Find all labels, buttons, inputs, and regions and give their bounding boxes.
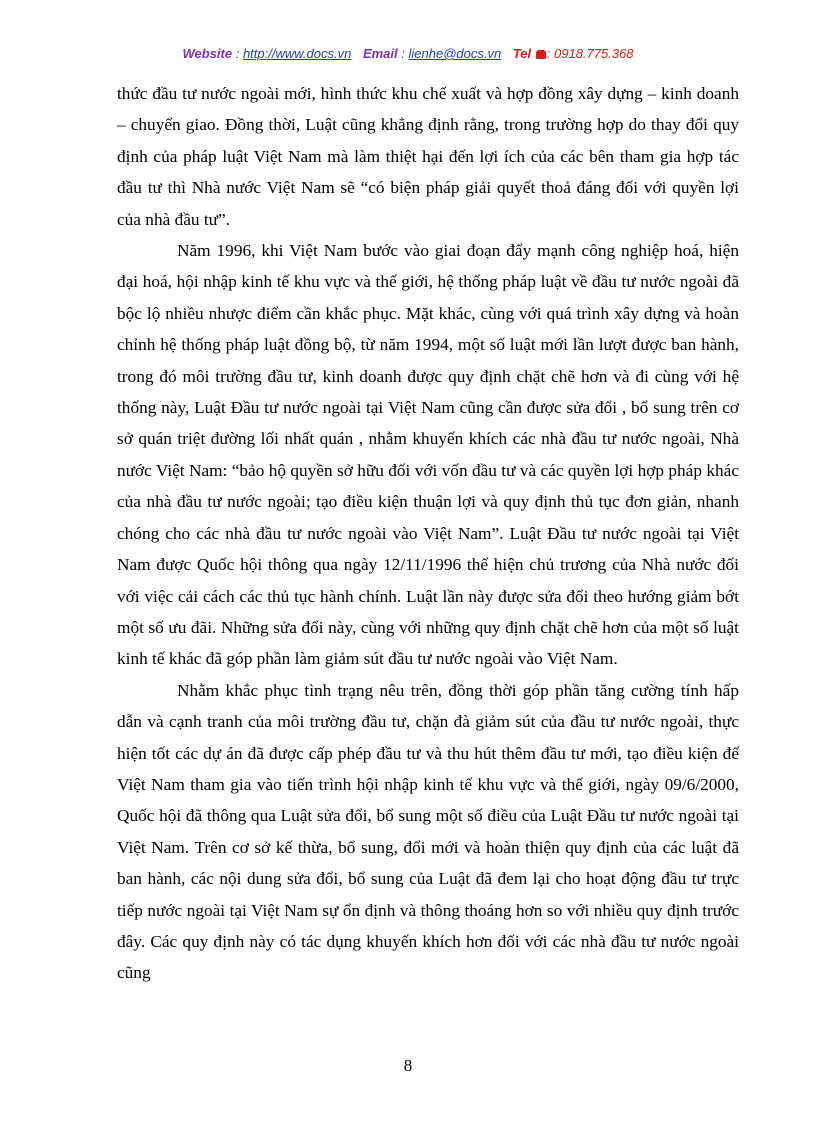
tel-label: Tel [512, 46, 532, 61]
website-separator: : [235, 46, 240, 61]
email-separator: : [401, 46, 405, 61]
paragraph-3: Nhằm khắc phục tình trạng nêu trên, đồng thời góp phần tăng cường tính hấp dẫn và cạnh tranh của môi trường đầu tư, chặn đà giảm sút của đầu tư nước ngoài, thực hiện tốt các dự án đã được cấp phép đầu tư và thu hút thêm đầu tư mới, tạo điều kiện để Việt Nam tham gia vào tiến trình hội nhập kinh tế khu vực và thế giới, ngày 09/6/2000, Quốc hội đã thông qua Luật sửa đổi, bổ sung một số điều của Luật Đầu tư nước ngoài tại Việt Nam. Trên cơ sở kế thừa, bổ sung, đổi mới và hoàn thiện quy định của các luật đã ban hành, các nội dung sửa đổi, bổ sung của Luật đã đem lại cho hoạt động đầu tư trực tiếp nước ngoài tại Việt Nam sự ổn định và thông thoáng hơn so với nhiều quy định trước đây. Các quy định này có tác dụng khuyến khích hơn đối với các nhà đầu tư nước ngoài cũng [117, 680, 739, 983]
website-label: Website [182, 46, 233, 61]
tel-number: : 0918.775.368 [546, 46, 634, 61]
paragraph-2: Năm 1996, khi Việt Nam bước vào giai đoạn đẩy mạnh công nghiệp hoá, hiện đại hoá, hội nhập kinh tế khu vực và thế giới, hệ thống pháp luật về đầu tư nước ngoài đã bộc lộ nhiều nhược điểm cần khắc phục. Mặt khác, cùng với quá trình xây dựng và hoàn chỉnh hệ thống pháp luật đồng bộ, từ năm 1994, một số luật mới lần lượt được ban hành, trong đó môi trường đầu tư, kinh doanh được quy định chặt chẽ hơn và đi cùng với hệ thống này, Luật Đầu tư nước ngoài tại Việt Nam cũng cần được sửa đổi , bổ sung trên cơ sở quán triệt đường lối nhất quán , nhằm khuyến khích các nhà đầu tư nước ngoài, Nhà nước Việt Nam: “bảo hộ quyền sở hữu đối với vốn đầu tư và các quyền lợi hợp pháp khác của nhà đầu tư nước ngoài; tạo điều kiện thuận lợi và quy định thủ tục đơn giản, nhanh chóng cho các nhà đầu tư nước ngoài vào Việt Nam”. Luật Đầu tư nước ngoài tại Việt Nam được Quốc hội thông qua ngày 12/11/1996 thể hiện chủ trương của Nhà nước đối với việc cải cách các thủ tục hành chính. Luật lần này được sửa đổi theo hướng giảm bớt một số ưu đãi. Những sửa đổi này, cùng với những quy định chặt chẽ hơn của một số luật kinh tế khác đã góp phần làm giảm sút đầu tư nước ngoài vào Việt Nam. [117, 241, 739, 669]
paragraph-1: thức đầu tư nước ngoài mới, hình thức khu chế xuất và hợp đồng xây dựng – kinh doanh – chuyển giao. Đồng thời, Luật cũng khẳng định rằng, trong trường hợp do thay đổi quy định của pháp luật Việt Nam mà làm thiệt hại đến lợi ích của các bên tham gia hợp tác đầu tư thì Nhà nước Việt Nam sẽ “có biện pháp giải quyết thoả đáng đối với quyền lợi của nhà đầu tư”. [117, 84, 739, 229]
page-header [0, 46, 816, 61]
document-body [117, 78, 739, 989]
website-link[interactable]: http://www.docs.vn [242, 46, 352, 61]
email-label: Email [362, 46, 398, 61]
page-number: 8 [403, 1056, 413, 1075]
telephone-icon [536, 50, 546, 59]
email-link[interactable]: lienhe@docs.vn [408, 46, 502, 61]
